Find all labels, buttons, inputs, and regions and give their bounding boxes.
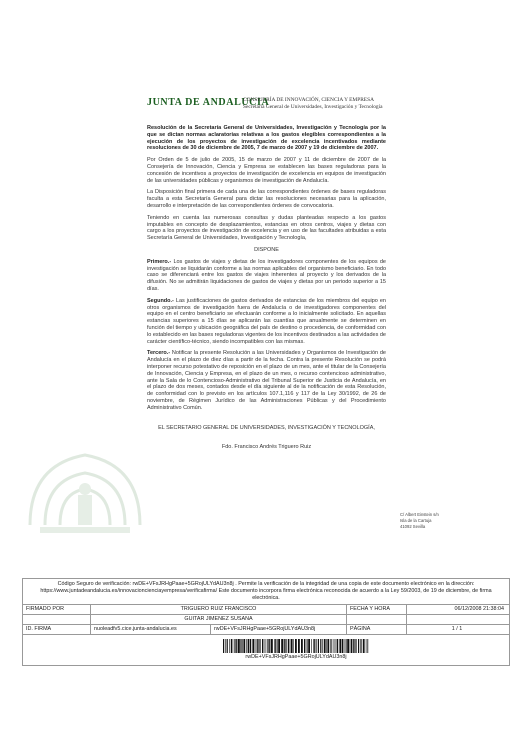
barcode-bar <box>327 639 329 653</box>
barcode-bar <box>301 639 303 653</box>
id-host: nuoleadfv5.cice.junta-andalucia.es <box>91 625 211 634</box>
barcode-bar <box>277 639 278 653</box>
barcode-area <box>23 635 509 665</box>
barcode-bar <box>337 639 338 653</box>
barcode-bar <box>271 639 273 653</box>
paragraph-1: Por Orden de 5 de julio de 2005, 15 de marzo de 2007 y 11 de diciembre de 2007 de la Consejería de Innovación, Ciencia y Empresa se establecen las bases reguladoras para la concesión de incentivos a proyectos de investigación de excelencia en equipos de investigación de las universidades públicas y organismos de investigación de Andalucía. <box>147 157 386 184</box>
barcode-bar <box>360 639 361 653</box>
barcode-bar <box>285 639 286 653</box>
signer-role: EL SECRETARIO GENERAL DE UNIVERSIDADES, INVESTIGACIÓN Y TECNOLOGÍA, <box>158 425 375 431</box>
firmado-por-empty <box>23 615 91 624</box>
firmado-por-label: FIRMADO POR <box>23 605 91 614</box>
document-title: Resolución de la Secretaría General de Universidades, Investigación y Tecnología por la que se dictan normas aclaratorias relativas a los gastos elegibles correspondientes a la ejecución de los proyectos de investigación de excelencia incentivados mediante resoluciones de 30 de diciembre de 2005, 7 de marzo de 2007 y 19 de diciembre de 2007. <box>147 125 386 152</box>
segundo-label: Segundo.- <box>147 297 174 304</box>
barcode-bar <box>318 639 319 653</box>
barcode-bar <box>252 639 254 653</box>
barcode-bar <box>350 639 351 653</box>
address-block <box>400 512 439 530</box>
pagina-value: 1 / 1 <box>451 626 463 633</box>
barcode-bar <box>347 639 349 653</box>
barcode-bar <box>324 639 326 653</box>
consejeria-name: CONSEJERÍA DE INNOVACIÓN, CIENCIA Y EMPRESA <box>243 97 374 103</box>
barcode-bar <box>342 639 343 653</box>
junta-logo: JUNTA DE ANDALUCIA <box>147 97 270 108</box>
barcode-bar <box>229 639 230 653</box>
barcode-bar <box>306 639 307 653</box>
footer-row-firmante-2 <box>23 615 509 625</box>
barcode-bar <box>320 639 321 653</box>
barcode-bar <box>236 639 237 653</box>
barcode-bar <box>333 639 334 653</box>
pagina-label: PÁGINA <box>347 625 407 634</box>
barcode-icon <box>223 639 369 653</box>
article-segundo <box>147 298 386 346</box>
dispone-heading: DISPONE <box>254 246 279 253</box>
barcode-bar <box>278 639 280 653</box>
barcode-bar <box>225 639 226 653</box>
fecha-label: FECHA Y HORA <box>347 605 407 614</box>
barcode-bar <box>293 639 294 653</box>
barcode-bar <box>366 639 367 653</box>
address-line-1: C/ Albert Einstein s/n <box>400 512 439 517</box>
barcode-bar <box>274 639 275 653</box>
primero-text: Los gastos de viajes y dietas de los investigadores componentes de los equipos de investigación se liquidarán conforme a las normas aplicables del organismo beneficiario. En todo caso se diferenciará entre los gastos de viajes inherentes al proyecto y los derivados de la difusión. No se admitirán liquidaciones de gastos de viajes y dietas por un periodo superior a 15 días. <box>147 258 386 292</box>
barcode-bar <box>295 639 297 653</box>
barcode-bar <box>223 639 224 653</box>
barcode-bar <box>260 639 261 653</box>
barcode-bar <box>266 639 267 653</box>
barcode-bar <box>298 639 300 653</box>
fecha-value-empty <box>407 615 507 624</box>
footer-row-id <box>23 625 509 635</box>
barcode-bar <box>250 639 251 653</box>
barcode-bar <box>257 639 258 653</box>
consejeria-header <box>243 97 443 111</box>
tercero-text: Notificar la presente Resolución a las Universidades y Organismos de Investigación de Andalucía en el plazo de diez días a partir de la fecha. Contra la presente Resolución se podrá interponer recurso potestativo de reposición en el plazo de un mes, ante el titular de la Consejería de Innovación, Ciencia y Empresa, en el plazo de un mes, o recurso contencioso administrativo, ante la Sala de lo Contencioso-Administrativo del Tribunal Superior de Justicia de Andalucía, en el plazo de dos meses, contados desde el día siguiente al de la notificación de esta Resolución, de conformidad con lo previsto en los artículos 107.1,116 y 117 de la Ley 30/1992, de 26 de noviembre, de Régimen Jurídico de las Administraciones Públicas y del Procedimiento Administrativo Común. <box>147 350 386 411</box>
barcode-bar <box>242 639 243 653</box>
barcode-bar <box>346 639 347 653</box>
barcode-bar <box>336 639 337 653</box>
verification-note: Código Seguro de verificación: rwDE+VFsJRHgPaae+5GRojULYdAU3n8j . Permite la verificación de la integridad de una copia de este documento electrónico en la dirección: https://www.juntadeandalucia.es/innovacioncienciayempresa/verificafirma/ Este documento incorpora firma electrónica reconocida de acuerdo a la Ley 59/2003, de 19 de diciembre, de firma electrónica. <box>23 579 509 605</box>
barcode-bar <box>367 639 368 653</box>
barcode-bar <box>311 639 312 653</box>
barcode-bar <box>269 639 270 653</box>
signature-block <box>147 425 386 451</box>
primero-label: Primero.- <box>147 258 172 265</box>
barcode-bar <box>227 639 228 653</box>
address-line-2: Isla de la Cartuja <box>400 518 432 523</box>
barcode-bar <box>314 639 315 653</box>
barcode-bar <box>308 639 310 653</box>
barcode-bar <box>258 639 259 653</box>
paragraph-2: La Disposición final primera de cada una de las correspondientes órdenes de bases reguladoras faculta a esta Secretaría General para dictar las resoluciones necesarias para la aplicación, desarrollo e interpretación de las correspondientes órdenes de convocatoria. <box>147 189 386 209</box>
barcode-bar <box>316 639 317 653</box>
barcode-bar <box>354 639 355 653</box>
barcode-bar <box>281 639 283 653</box>
barcode-bar <box>344 639 345 653</box>
barcode-bar <box>238 639 240 653</box>
id-firma-label: ID. FIRMA <box>23 625 91 634</box>
barcode-bar <box>345 639 346 653</box>
barcode-bar <box>288 639 289 653</box>
barcode-text: rwDE+VFsJRHgPaae+5GRojULYdAU3n8j <box>245 654 347 661</box>
fecha-empty <box>347 615 407 624</box>
barcode-bar <box>353 639 354 653</box>
barcode-bar <box>234 639 235 653</box>
barcode-bar <box>233 639 234 653</box>
barcode-bar <box>267 639 268 653</box>
segundo-text: Las justificaciones de gastos derivados de estancias de los miembros del equipo en otros organismos de investigación fuera de Andalucía o de investigadores componentes del equipo en el centro beneficiario se efectuarán conforme a lo inicialmente solicitado. En aquellas estancias superiores a 15 días se aplicarán las cuantías que anualmente se determinen en función del tiempo y ubicación geográfica del país de destino o procedencia, de conformidad con lo establecido en las bases reguladoras vigentes de los incentivos destinados a las actividades de carácter científico-técnico, siendo incompatibles con las mismas. <box>147 297 386 345</box>
barcode-bar <box>313 639 314 653</box>
barcode-bar <box>291 639 293 653</box>
barcode-bar <box>231 639 232 653</box>
barcode-bar <box>264 639 265 653</box>
barcode-bar <box>255 639 256 653</box>
barcode-bar <box>363 639 365 653</box>
junta-seal-watermark-icon <box>10 425 160 545</box>
barcode-bar <box>304 639 305 653</box>
barcode-bar <box>358 639 359 653</box>
barcode-bar <box>351 639 352 653</box>
barcode-bar <box>246 639 247 653</box>
barcode-bar <box>330 639 331 653</box>
barcode-bar <box>335 639 336 653</box>
document-body <box>147 125 386 416</box>
paragraph-3: Teniendo en cuenta las numerosas consultas y dudas planteadas respecto a los gastos imputables en concepto de desplazamientos, estancias en otros centros, viajes y dietas con cargo a los proyectos de investigación de excelencia y en uso de las facultades atribuidas a esta Secretaría General de Universidades, Investigación y Tecnología, <box>147 214 386 242</box>
barcode-bar <box>262 639 263 653</box>
article-primero <box>147 259 386 293</box>
barcode-bar <box>322 639 323 653</box>
firmante-2: GUITAR JIMENEZ SUSANA <box>91 615 347 624</box>
barcode-bar <box>356 639 357 653</box>
barcode-bar <box>275 639 276 653</box>
address-line-3: 41092 Sevilla <box>400 524 426 529</box>
barcode-bar <box>290 639 291 653</box>
id-code: rwDE+VFsJRHgPaae+5GRojULYdAU3n8j <box>211 625 347 634</box>
barcode-bar <box>307 639 308 653</box>
barcode-bar <box>326 639 327 653</box>
barcode-bar <box>339 639 341 653</box>
barcode-bar <box>243 639 245 653</box>
barcode-bar <box>248 639 250 653</box>
signer-name: Fdo. Francisco Andrés Triguero Ruiz <box>221 444 312 450</box>
signature-verification-footer <box>22 578 510 666</box>
article-tercero <box>147 350 386 411</box>
barcode-bar <box>240 639 241 653</box>
barcode-bar <box>284 639 285 653</box>
secretaria-name: Secretaría General de Universidades, Investigación y Tecnología <box>243 104 383 110</box>
tercero-label: Tercero.- <box>147 350 171 357</box>
footer-row-firmante-1 <box>23 605 509 615</box>
fecha-value: 06/12/2008 21:38:04 <box>454 606 504 613</box>
firmante-1: TRIGUERO RUIZ FRANCISCO <box>91 605 347 614</box>
